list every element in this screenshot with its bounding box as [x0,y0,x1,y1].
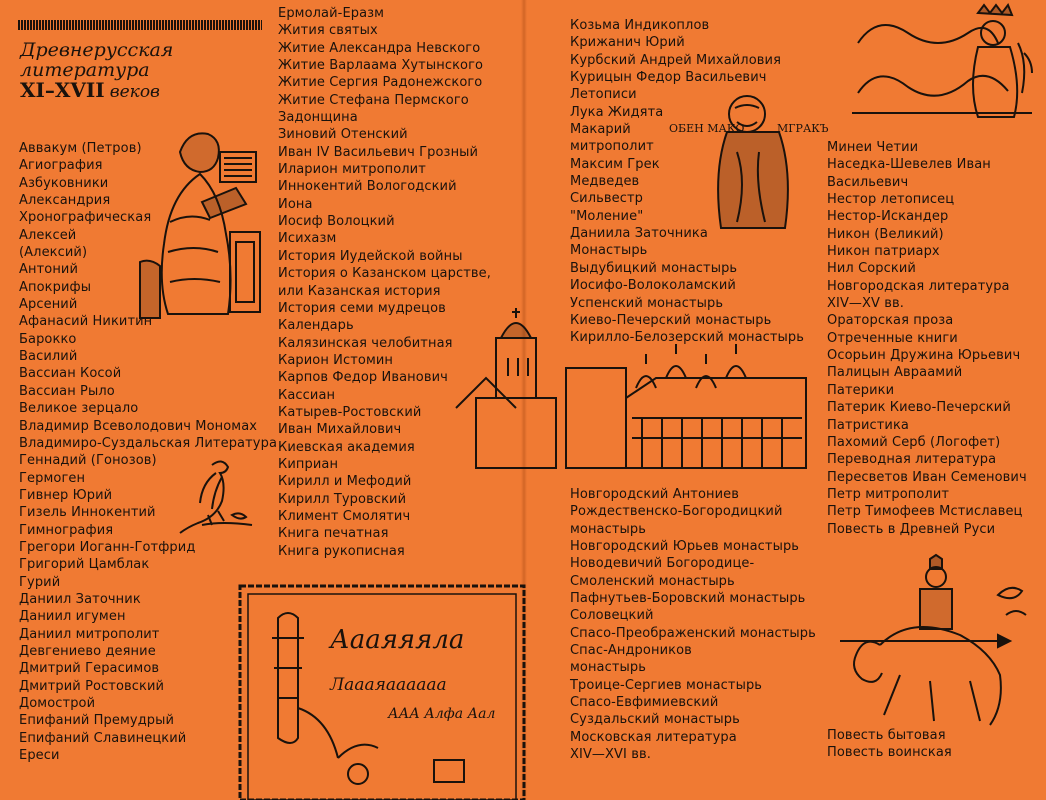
index-entry: Нестор-Искандер [827,209,949,225]
index-entry: Максим Грек [570,156,660,172]
index-entry: Иосифо-Волоколамский [570,278,736,294]
index-entry: Епифаний Премудрый [19,713,175,729]
index-entry: Кассиан [278,387,336,403]
index-entry: Гурий [19,574,61,590]
index-entry: Патерики [827,382,895,398]
title-line-2: литература [20,59,150,81]
index-column-4-top [827,139,1027,538]
serpent-illustration [848,3,1038,131]
index-entry: Девгениево деяние [19,643,156,659]
index-entry: Выдубицкий монастырь [570,260,738,276]
index-entry: Рождественско-Богородицкий [570,504,783,520]
index-entry: Нестор летописец [827,192,955,208]
index-entry: Азбуковники [19,175,109,191]
index-entry: Новгородский Антониев [570,487,740,502]
index-entry: Ермолай-Еразм [278,6,385,21]
primer-letters-row-2: Лаааяаааааа [330,675,447,695]
index-entry: Гизель Иннокентий [19,505,156,521]
index-entry: Вассиан Косой [19,366,122,382]
index-entry: Патристика [827,417,910,433]
index-entry: Повесть в Древней Руси [827,521,996,537]
index-entry: Ораторская проза [827,313,954,329]
index-entry: Никон (Великий) [827,226,944,242]
index-entry: митрополит [570,139,654,155]
index-entry: Исихазм [278,231,337,247]
index-entry: Пахомий Серб (Логофет) [827,434,1001,450]
index-entry: Владимиро-Суздальская Литература [19,435,278,451]
kremlin-illustration [456,298,806,476]
page-title [20,40,220,102]
index-entry: "Моление" [570,208,644,224]
index-entry: Карион Истомин [278,352,394,368]
index-entry: Ереси [19,748,60,764]
index-entry: Кирилл и Мефодий [278,474,412,490]
index-entry: Пафнутьев-Боровский монастырь [570,591,806,607]
index-entry: Гермоген [19,470,86,486]
index-entry: Осорьин Дружина Юрьевич [827,348,1021,364]
eagle-illustration [172,455,254,535]
index-entry: Карпов Федор Иванович [278,370,448,386]
primer-page-illustration [238,578,526,800]
index-entry: Московская литература [570,729,737,745]
index-entry: Летописи [570,87,637,103]
index-entry: Киевская академия [278,439,415,455]
index-entry: Книга рукописная [278,543,405,559]
index-entry: Календарь [278,318,354,334]
index-entry: Иосиф Волоцкий [278,214,395,230]
index-entry: Калязинская челобитная [278,335,453,351]
index-entry: Повесть бытовая [827,728,946,743]
index-entry: Антоний [19,262,79,278]
index-entry: Домострой [19,696,96,711]
index-entry: Новодевичий Богородице- [570,556,755,572]
index-entry: Кирилло-Белозерский монастырь [570,330,805,346]
index-entry: Петр Тимофеев Мстиславец [827,504,1023,520]
index-entry: XIV—XV вв. [827,296,905,312]
index-entry: Никон патриарх [827,244,940,260]
index-entry: История семи мудрецов [278,300,446,316]
index-entry: Успенский монастырь [570,295,724,311]
index-entry: Новгородская литература [827,278,1010,294]
index-entry: Киприан [278,456,339,472]
index-entry: Пересветов Иван Семенович [827,469,1027,485]
index-entry: Житие Стефана Пермского [278,92,469,108]
index-entry: Козьма Индикоплов [570,18,710,33]
index-entry: Иннокентий Вологодский [278,179,457,195]
index-entry: Даниил игумен [19,609,126,625]
index-entry: Иван Михайлович [278,422,402,438]
index-entry: Дмитрий Ростовский [19,678,165,694]
index-entry: Александрия [19,193,111,209]
index-entry: Житие Сергия Радонежского [278,75,483,91]
title-line-3 [20,80,220,102]
index-entry: Курицын Федор Васильевич [570,70,767,86]
scribe-illustration [140,112,262,322]
index-entry: Смоленский монастырь [570,573,735,589]
index-entry: Переводная литература [827,452,997,468]
index-entry: Соловецкий [570,608,654,624]
index-entry: Монастырь [570,243,648,259]
index-column-3-bottom [570,486,816,764]
icon-caption-right: МГРАКЪ [777,122,829,135]
index-entry: Петр митрополит [827,486,950,502]
index-entry: История о Казанском царстве, [278,266,491,282]
index-column-4-bottom [827,727,952,762]
index-entry: Гимнография [19,522,114,538]
index-entry: Агиография [19,158,103,174]
title-centuries-word: веков [109,82,160,102]
index-entry: Даниил митрополит [19,626,160,642]
index-entry: Епифаний Славинецкий [19,730,187,746]
index-entry: Минеи Четии [827,140,919,155]
icon-caption-left: ОБЕН МАКО [669,122,745,135]
index-entry: Иван IV Васильевич Грозный [278,144,479,160]
index-entry: Отреченные книги [827,330,958,346]
index-entry: Сильвестр [570,191,644,207]
index-entry: Василий [19,349,78,365]
index-entry: Киево-Печерский монастырь [570,312,772,328]
index-entry: Апокрифы [19,279,92,295]
index-entry: или Казанская история [278,283,441,299]
index-entry: Великое зерцало [19,401,139,417]
index-entry: Лука Жидята [570,104,664,120]
index-entry: Барокко [19,331,77,347]
index-entry: Климент Смолятич [278,508,411,524]
index-entry: Григорий Цамблак [19,557,150,573]
index-entry: Катырев-Ростовский [278,404,422,420]
title-line-1: Древнерусская [20,39,174,61]
index-entry: Аввакум (Петров) [19,141,142,156]
index-entry: Книга печатная [278,526,389,542]
index-entry: История Иудейской войны [278,248,463,264]
index-entry: (Алексий) [19,245,88,261]
saint-icon-illustration [667,92,829,232]
index-entry: Задонщина [278,110,358,126]
index-entry: Даниила Заточника [570,226,708,242]
horseman-illustration [820,555,1035,730]
title-rule [18,20,262,30]
index-entry: Грегори Иоганн-Готфрид [19,539,196,555]
index-entry: Троице-Сергиев монастырь [570,677,763,693]
index-entry: Макарий [570,122,631,138]
index-entry: Афанасий Никитин [19,314,153,330]
index-entry: Гивнер Юрий [19,487,113,503]
index-entry: Суздальский монастырь [570,712,740,728]
index-entry: Кирилл Туровский [278,491,407,507]
index-entry: Спас-Андроников [570,643,692,659]
index-entry: Алексей [19,227,77,243]
index-entry: Дмитрий Герасимов [19,661,160,677]
index-entry: Арсений [19,297,78,313]
index-entry: Крижанич Юрий [570,35,685,51]
index-entry: Спасо-Преображенский монастырь [570,625,816,641]
index-entry: Даниил Заточник [19,591,141,607]
primer-letters-row: Аааяяяла [330,625,465,655]
index-entry: Геннадий (Гонозов) [19,453,157,469]
index-entry: Новгородский Юрьев монастырь [570,539,800,555]
index-entry: Иона [278,196,313,212]
index-entry: Палицын Авраамий [827,365,963,381]
index-entry: Житие Варлаама Хутынского [278,58,484,74]
index-entry: Вассиан Рыло [19,383,115,399]
index-entry: Васильевич [827,174,909,190]
index-entry: Житие Александра Невского [278,40,481,56]
index-entry: Владимир Всеволодович Мономах [19,418,258,434]
index-entry: Хронографическая [19,210,152,226]
index-column-2 [278,5,491,560]
index-entry: Спасо-Евфимиевский [570,695,719,711]
index-entry: Медведев [570,174,640,190]
index-entry: XIV—XVI вв. [570,747,651,763]
index-entry: Нил Сорский [827,261,916,277]
index-entry: Жития святых [278,23,378,39]
index-entry: Патерик Киево-Печерский [827,400,1011,416]
index-entry: Наседка-Шевелев Иван [827,157,991,173]
index-entry: Повесть воинская [827,745,952,761]
index-entry: монастырь [570,660,647,676]
index-entry: монастырь [570,521,647,537]
index-entry: Зиновий Отенский [278,127,408,143]
title-centuries: XI–XVII [20,78,105,102]
index-entry: Курбский Андрей Михайловия [570,52,781,68]
index-entry: Иларион митрополит [278,162,426,178]
primer-letters-row-3: ААА Алфа Аал [388,706,496,722]
